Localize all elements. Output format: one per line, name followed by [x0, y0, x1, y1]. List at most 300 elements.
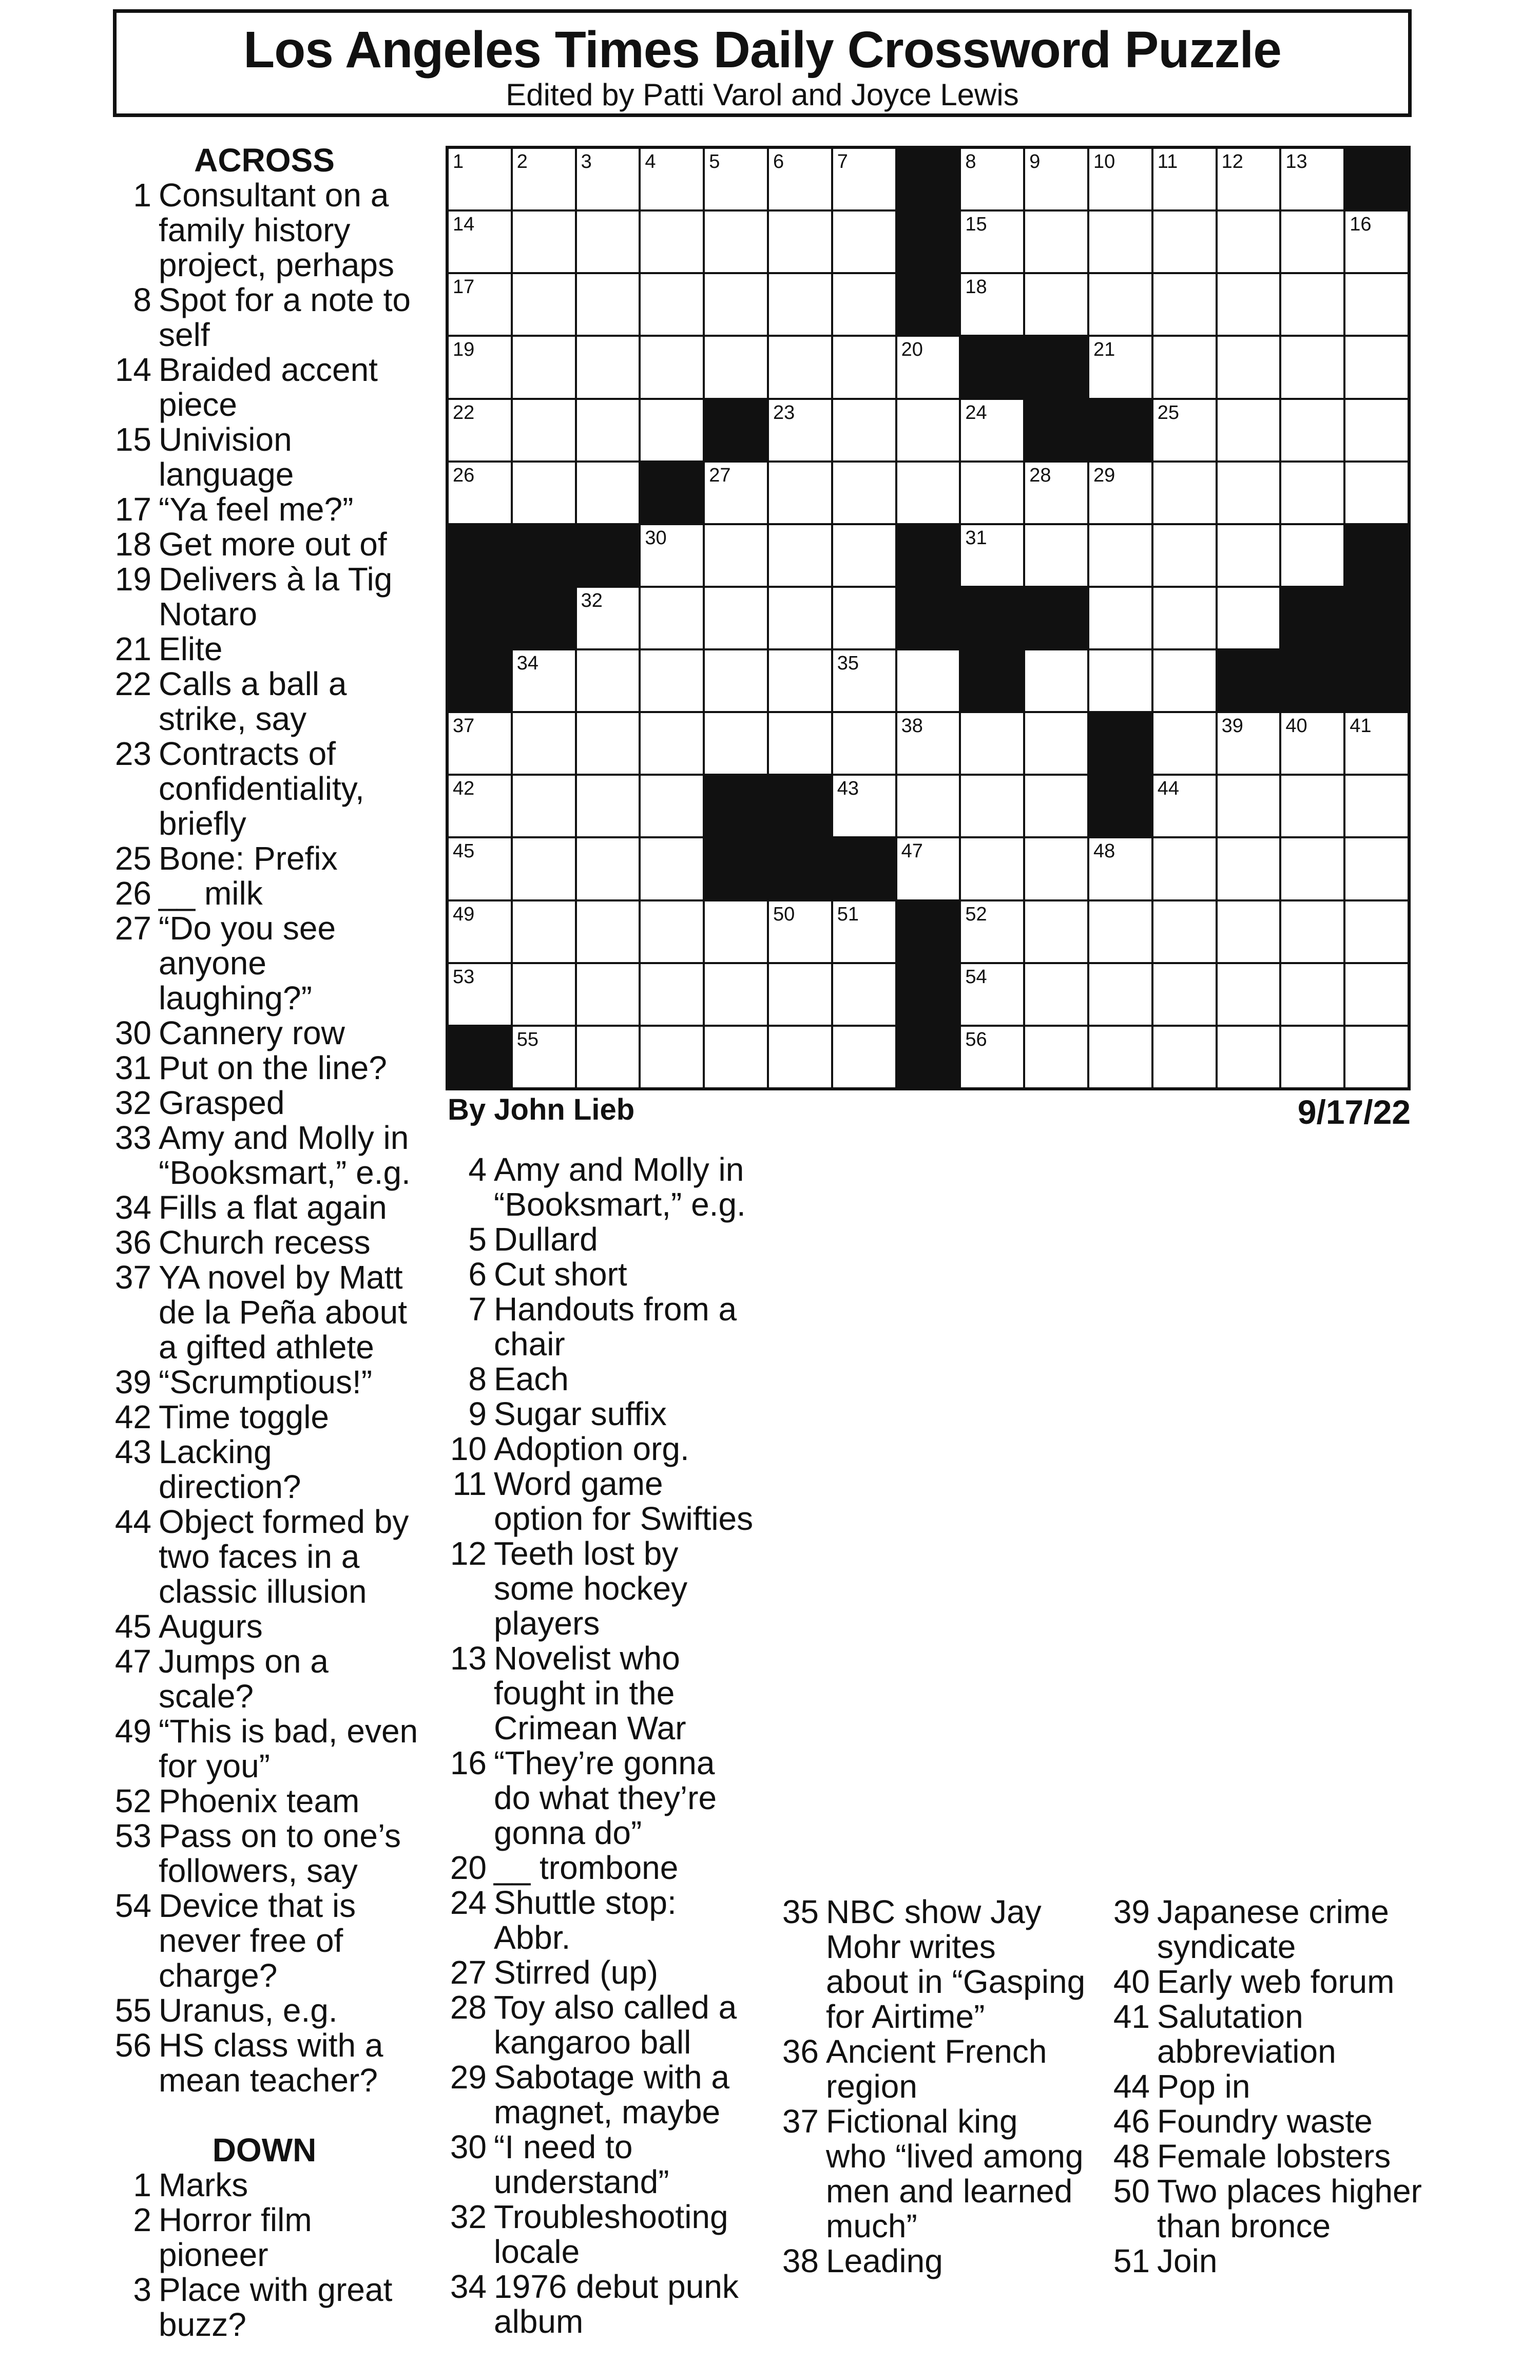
grid-cell[interactable] — [641, 588, 703, 648]
grid-cell[interactable] — [961, 212, 1023, 272]
clue-12 — [446, 1536, 754, 1641]
grid-cell[interactable] — [961, 838, 1023, 899]
clue-number: 15 — [114, 421, 151, 458]
grid-cell[interactable] — [705, 901, 767, 962]
clue-text: Salutation abbreviation — [1157, 1998, 1336, 2070]
clue-number: 26 — [114, 875, 151, 912]
clue-number: 36 — [782, 2033, 819, 2070]
grid-cell[interactable] — [641, 964, 703, 1025]
cell-number: 38 — [901, 715, 923, 737]
clue-text: Cannery row — [159, 1014, 345, 1051]
grid-cell[interactable] — [833, 1027, 895, 1087]
grid-block — [1025, 588, 1087, 648]
grid-cell[interactable] — [1025, 525, 1087, 586]
grid-cell[interactable] — [513, 650, 575, 711]
grid-cell[interactable] — [961, 713, 1023, 774]
grid-cell[interactable] — [449, 274, 511, 335]
grid-cell[interactable] — [1153, 838, 1216, 899]
grid-cell[interactable] — [1345, 964, 1408, 1025]
grid-cell[interactable] — [961, 463, 1023, 523]
clue-34 — [446, 2269, 754, 2339]
grid-cell[interactable] — [1153, 776, 1216, 836]
grid-cell[interactable] — [769, 650, 831, 711]
grid-cell[interactable] — [833, 149, 895, 209]
grid-cell[interactable] — [1218, 149, 1280, 209]
grid-cell[interactable] — [1281, 274, 1343, 335]
grid-cell[interactable] — [833, 776, 895, 836]
grid-cell[interactable] — [1218, 838, 1280, 899]
clue-26 — [110, 876, 418, 911]
grid-cell[interactable] — [833, 964, 895, 1025]
cell-number: 5 — [709, 151, 720, 172]
grid-cell[interactable] — [1218, 400, 1280, 460]
grid-cell[interactable] — [513, 274, 575, 335]
grid-cell[interactable] — [1089, 964, 1151, 1025]
grid-block — [449, 1027, 511, 1087]
clue-19 — [110, 562, 418, 631]
grid-cell[interactable] — [641, 149, 703, 209]
grid-cell[interactable] — [833, 588, 895, 648]
grid-cell[interactable] — [641, 838, 703, 899]
clue-text: “I need to understand” — [494, 2128, 669, 2200]
clue-number: 44 — [1113, 2068, 1150, 2105]
clue-number: 29 — [450, 2059, 487, 2096]
grid-cell[interactable] — [1281, 400, 1343, 460]
grid-cell[interactable] — [1025, 212, 1087, 272]
grid-cell[interactable] — [1218, 1027, 1280, 1087]
clue-text: “Do you see anyone laughing?” — [159, 910, 336, 1016]
clue-30 — [110, 1015, 418, 1050]
grid-cell[interactable] — [1089, 149, 1151, 209]
clue-text: Jumps on a scale? — [159, 1643, 329, 1715]
clue-13 — [446, 1641, 754, 1745]
grid-block — [1089, 713, 1151, 774]
grid-cell[interactable] — [705, 212, 767, 272]
cell-number: 44 — [1157, 778, 1180, 800]
grid-cell[interactable] — [961, 776, 1023, 836]
clue-text: “Scrumptious!” — [159, 1364, 373, 1400]
clue-42 — [110, 1399, 418, 1434]
grid-cell[interactable] — [449, 901, 511, 962]
clue-number: 8 — [133, 281, 151, 318]
grid-cell[interactable] — [513, 212, 575, 272]
grid-cell[interactable] — [577, 212, 639, 272]
cell-number: 9 — [1029, 151, 1041, 172]
clue-text: Japanese crime syndicate — [1157, 1893, 1389, 1965]
grid-cell[interactable] — [513, 463, 575, 523]
grid-block — [897, 149, 959, 209]
down-clue-list-1 — [110, 2167, 418, 2342]
cell-number: 29 — [1093, 464, 1115, 486]
grid-cell[interactable] — [577, 588, 639, 648]
grid-cell[interactable] — [1153, 400, 1216, 460]
grid-cell[interactable] — [1153, 149, 1216, 209]
grid-cell[interactable] — [769, 274, 831, 335]
clue-number: 47 — [114, 1643, 151, 1680]
grid-cell[interactable] — [1025, 776, 1087, 836]
grid-cell[interactable] — [705, 149, 767, 209]
clue-number: 30 — [450, 2128, 487, 2165]
grid-cell[interactable] — [449, 337, 511, 397]
grid-cell[interactable] — [705, 525, 767, 586]
grid-cell[interactable] — [1089, 588, 1151, 648]
clue-text: Bone: Prefix — [159, 840, 338, 877]
clue-text: 1976 debut punk album — [494, 2268, 739, 2340]
grid-block — [961, 650, 1023, 711]
grid-cell[interactable] — [1153, 525, 1216, 586]
grid-cell[interactable] — [1281, 776, 1343, 836]
grid-cell[interactable] — [705, 1027, 767, 1087]
grid-cell[interactable] — [769, 525, 831, 586]
grid-cell[interactable] — [833, 212, 895, 272]
cell-number: 40 — [1285, 715, 1307, 737]
down-heading: DOWN — [212, 2132, 317, 2168]
grid-cell[interactable] — [577, 400, 639, 460]
grid-cell[interactable] — [1025, 964, 1087, 1025]
cell-number: 49 — [453, 903, 475, 925]
grid-cell[interactable] — [1281, 525, 1343, 586]
clue-number: 27 — [114, 910, 151, 947]
grid-cell[interactable] — [1218, 525, 1280, 586]
clue-number: 56 — [114, 2027, 151, 2064]
grid-cell[interactable] — [961, 274, 1023, 335]
clue-number: 24 — [450, 1884, 487, 1921]
grid-cell[interactable] — [1153, 1027, 1216, 1087]
clue-29 — [446, 2060, 754, 2129]
grid-cell[interactable] — [577, 149, 639, 209]
grid-block — [1345, 650, 1408, 711]
grid-cell[interactable] — [513, 149, 575, 209]
grid-cell[interactable] — [769, 400, 831, 460]
clue-52 — [110, 1783, 418, 1818]
grid-cell[interactable] — [705, 337, 767, 397]
clue-text: Troubleshooting locale — [494, 2198, 728, 2270]
grid-cell[interactable] — [577, 964, 639, 1025]
grid-cell[interactable] — [513, 776, 575, 836]
cell-number: 32 — [581, 589, 603, 611]
grid-cell[interactable] — [449, 713, 511, 774]
grid-cell[interactable] — [577, 776, 639, 836]
grid-cell[interactable] — [1025, 650, 1087, 711]
grid-cell[interactable] — [705, 650, 767, 711]
grid-cell[interactable] — [961, 901, 1023, 962]
clue-number: 42 — [114, 1398, 151, 1435]
grid-cell[interactable] — [961, 149, 1023, 209]
grid-cell[interactable] — [1153, 650, 1216, 711]
clue-text: “Ya feel me?” — [159, 491, 354, 528]
clue-text: Amy and Molly in “Booksmart,” e.g. — [159, 1119, 411, 1191]
grid-cell[interactable] — [1281, 838, 1343, 899]
grid-cell[interactable] — [897, 400, 959, 460]
grid-cell[interactable] — [961, 1027, 1023, 1087]
clue-17 — [110, 492, 418, 527]
grid-block — [705, 400, 767, 460]
cell-number: 37 — [453, 715, 475, 737]
grid-cell[interactable] — [1025, 274, 1087, 335]
grid-cell[interactable] — [641, 525, 703, 586]
grid-cell[interactable] — [1153, 212, 1216, 272]
editors-line: Edited by Patti Varol and Joyce Lewis — [506, 78, 1019, 112]
clue-31 — [110, 1050, 418, 1085]
clue-1 — [110, 2167, 418, 2202]
grid-cell[interactable] — [1345, 1027, 1408, 1087]
grid-cell[interactable] — [1089, 212, 1151, 272]
clue-text: Cut short — [494, 1256, 627, 1293]
grid-block — [1025, 400, 1087, 460]
grid-cell[interactable] — [449, 964, 511, 1025]
clue-number: 44 — [114, 1503, 151, 1540]
grid-cell[interactable] — [1089, 901, 1151, 962]
grid-block — [897, 964, 959, 1025]
clue-text: Univision language — [159, 421, 294, 493]
down-clue-list-2 — [446, 1152, 754, 2339]
grid-cell[interactable] — [1153, 713, 1216, 774]
clue-number: 16 — [450, 1744, 487, 1781]
grid-cell[interactable] — [1218, 588, 1280, 648]
grid-cell[interactable] — [513, 901, 575, 962]
grid-cell[interactable] — [641, 650, 703, 711]
clue-number: 1 — [133, 2166, 151, 2203]
cell-number: 22 — [453, 401, 475, 424]
grid-cell[interactable] — [833, 901, 895, 962]
grid-cell[interactable] — [1218, 463, 1280, 523]
grid-cell[interactable] — [1218, 337, 1280, 397]
grid-cell[interactable] — [705, 274, 767, 335]
grid-cell[interactable] — [897, 838, 959, 899]
grid-cell[interactable] — [769, 337, 831, 397]
grid-cell[interactable] — [641, 1027, 703, 1087]
grid-cell[interactable] — [1345, 838, 1408, 899]
grid-block — [897, 525, 959, 586]
grid-cell[interactable] — [513, 400, 575, 460]
grid-cell[interactable] — [769, 1027, 831, 1087]
cell-number: 52 — [965, 903, 987, 925]
grid-cell[interactable] — [1345, 776, 1408, 836]
grid-cell[interactable] — [1218, 901, 1280, 962]
grid-cell[interactable] — [1153, 901, 1216, 962]
grid-cell[interactable] — [1345, 463, 1408, 523]
grid-cell[interactable] — [1281, 964, 1343, 1025]
clue-32 — [110, 1085, 418, 1120]
grid-cell[interactable] — [769, 463, 831, 523]
clue-text: Delivers à la Tig Notaro — [159, 561, 393, 632]
grid-cell[interactable] — [961, 400, 1023, 460]
grid-cell[interactable] — [641, 212, 703, 272]
grid-cell[interactable] — [577, 337, 639, 397]
grid-cell[interactable] — [577, 713, 639, 774]
grid-cell[interactable] — [769, 212, 831, 272]
grid-cell[interactable] — [769, 588, 831, 648]
grid-cell[interactable] — [769, 901, 831, 962]
grid-cell[interactable] — [833, 713, 895, 774]
grid-cell[interactable] — [577, 274, 639, 335]
grid-cell[interactable] — [577, 1027, 639, 1087]
grid-cell[interactable] — [1025, 901, 1087, 962]
grid-cell[interactable] — [769, 149, 831, 209]
clue-40 — [1109, 1964, 1427, 1999]
clue-text: Leading — [826, 2242, 943, 2279]
clue-number: 48 — [1113, 2138, 1150, 2175]
grid-cell[interactable] — [705, 713, 767, 774]
grid-cell[interactable] — [1089, 650, 1151, 711]
grid-cell[interactable] — [1089, 838, 1151, 899]
grid-cell[interactable] — [1345, 274, 1408, 335]
clue-number: 41 — [1113, 1998, 1150, 2035]
clue-text: Consultant on a family history project, perhaps — [159, 177, 394, 283]
grid-cell[interactable] — [513, 838, 575, 899]
clue-36 — [110, 1225, 418, 1260]
grid-cell[interactable] — [1153, 964, 1216, 1025]
grid-cell[interactable] — [833, 400, 895, 460]
cell-number: 2 — [516, 151, 528, 172]
clue-number: 49 — [114, 1713, 151, 1750]
grid-cell[interactable] — [1089, 1027, 1151, 1087]
grid-cell[interactable] — [449, 838, 511, 899]
grid-cell[interactable] — [897, 713, 959, 774]
cell-number: 48 — [1093, 840, 1115, 862]
grid-cell[interactable] — [1281, 901, 1343, 962]
grid-cell[interactable] — [1153, 274, 1216, 335]
grid-cell[interactable] — [833, 463, 895, 523]
cell-number: 11 — [1157, 151, 1178, 172]
grid-cell[interactable] — [833, 650, 895, 711]
clue-text: Dullard — [494, 1221, 598, 1258]
clue-34 — [110, 1190, 418, 1225]
clue-9 — [446, 1396, 754, 1431]
grid-cell[interactable] — [577, 901, 639, 962]
grid-cell[interactable] — [449, 463, 511, 523]
grid-cell[interactable] — [1281, 212, 1343, 272]
grid-cell[interactable] — [449, 776, 511, 836]
grid-cell[interactable] — [641, 713, 703, 774]
grid-cell[interactable] — [577, 838, 639, 899]
grid-cell[interactable] — [1345, 337, 1408, 397]
grid-cell[interactable] — [1218, 713, 1280, 774]
grid-cell[interactable] — [1089, 274, 1151, 335]
clue-10 — [446, 1431, 754, 1466]
grid-cell[interactable] — [1218, 964, 1280, 1025]
grid-cell[interactable] — [833, 525, 895, 586]
grid-cell[interactable] — [1218, 776, 1280, 836]
grid-cell[interactable] — [1153, 588, 1216, 648]
clue-43 — [110, 1434, 418, 1504]
cell-number: 28 — [1029, 464, 1051, 486]
grid-cell[interactable] — [897, 650, 959, 711]
grid-cell[interactable] — [1089, 337, 1151, 397]
grid-cell[interactable] — [1153, 463, 1216, 523]
cell-number: 1 — [453, 151, 464, 172]
grid-cell[interactable] — [1281, 463, 1343, 523]
grid-cell[interactable] — [1218, 212, 1280, 272]
grid-cell[interactable] — [449, 400, 511, 460]
clue-27 — [446, 1955, 754, 1990]
grid-block — [513, 588, 575, 648]
grid-cell[interactable] — [1025, 838, 1087, 899]
grid-cell[interactable] — [577, 650, 639, 711]
grid-cell[interactable] — [1025, 149, 1087, 209]
grid-cell[interactable] — [641, 776, 703, 836]
cell-number: 8 — [965, 151, 976, 172]
grid-cell[interactable] — [769, 964, 831, 1025]
grid-cell[interactable] — [897, 337, 959, 397]
grid-block — [1345, 588, 1408, 648]
grid-cell[interactable] — [1218, 274, 1280, 335]
clue-text: Augurs — [159, 1608, 263, 1645]
grid-cell[interactable] — [1153, 337, 1216, 397]
clue-text: Fictional king who “lived among men and learned much” — [826, 2103, 1084, 2244]
cell-number: 25 — [1157, 401, 1180, 424]
grid-cell[interactable] — [1345, 713, 1408, 774]
clue-number: 55 — [114, 1992, 151, 2029]
grid-cell[interactable] — [641, 400, 703, 460]
cell-number: 43 — [837, 778, 859, 800]
clue-number: 32 — [114, 1084, 151, 1121]
grid-cell[interactable] — [1025, 1027, 1087, 1087]
cell-number: 3 — [581, 151, 592, 172]
cell-number: 27 — [709, 464, 731, 486]
grid-cell[interactable] — [1025, 463, 1087, 523]
grid-cell[interactable] — [961, 964, 1023, 1025]
clue-44 — [110, 1504, 418, 1609]
grid-cell[interactable] — [1089, 525, 1151, 586]
grid-cell[interactable] — [513, 1027, 575, 1087]
grid-cell[interactable] — [641, 901, 703, 962]
grid-cell[interactable] — [449, 149, 511, 209]
grid-cell[interactable] — [769, 713, 831, 774]
clue-44 — [1109, 2069, 1427, 2104]
grid-cell[interactable] — [1281, 337, 1343, 397]
grid-cell[interactable] — [1345, 212, 1408, 272]
clue-text: Contracts of confidentiality, briefly — [159, 735, 364, 842]
grid-cell[interactable] — [1089, 463, 1151, 523]
grid-cell[interactable] — [1025, 713, 1087, 774]
grid-cell[interactable] — [833, 274, 895, 335]
clue-number: 7 — [468, 1291, 487, 1328]
clue-text: Place with great buzz? — [159, 2271, 393, 2343]
clue-2 — [110, 2202, 418, 2272]
grid-cell[interactable] — [833, 337, 895, 397]
grid-cell[interactable] — [897, 776, 959, 836]
clue-text: Amy and Molly in “Booksmart,” e.g. — [494, 1151, 746, 1223]
grid-cell[interactable] — [1345, 400, 1408, 460]
cell-number: 53 — [453, 966, 475, 988]
grid-cell[interactable] — [1345, 901, 1408, 962]
grid-cell[interactable] — [513, 337, 575, 397]
grid-cell[interactable] — [577, 463, 639, 523]
grid-cell[interactable] — [449, 212, 511, 272]
clue-text: Church recess — [159, 1224, 371, 1261]
grid-cell[interactable] — [897, 463, 959, 523]
clue-4 — [446, 1152, 754, 1222]
cell-number: 26 — [453, 464, 475, 486]
clue-number: 52 — [114, 1782, 151, 1819]
grid-cell[interactable] — [1281, 713, 1343, 774]
puzzle-date: 9/17/22 — [1297, 1093, 1411, 1131]
grid-cell[interactable] — [513, 713, 575, 774]
grid-block — [1089, 400, 1151, 460]
clue-text: Pass on to one’s followers, say — [159, 1817, 401, 1889]
grid-cell[interactable] — [513, 964, 575, 1025]
grid-cell[interactable] — [641, 274, 703, 335]
grid-cell[interactable] — [705, 964, 767, 1025]
grid-cell[interactable] — [1281, 149, 1343, 209]
grid-cell[interactable] — [1281, 1027, 1343, 1087]
grid-cell[interactable] — [705, 588, 767, 648]
grid-cell[interactable] — [641, 337, 703, 397]
clue-number: 39 — [1113, 1893, 1150, 1930]
grid-cell[interactable] — [961, 525, 1023, 586]
grid-cell[interactable] — [705, 463, 767, 523]
